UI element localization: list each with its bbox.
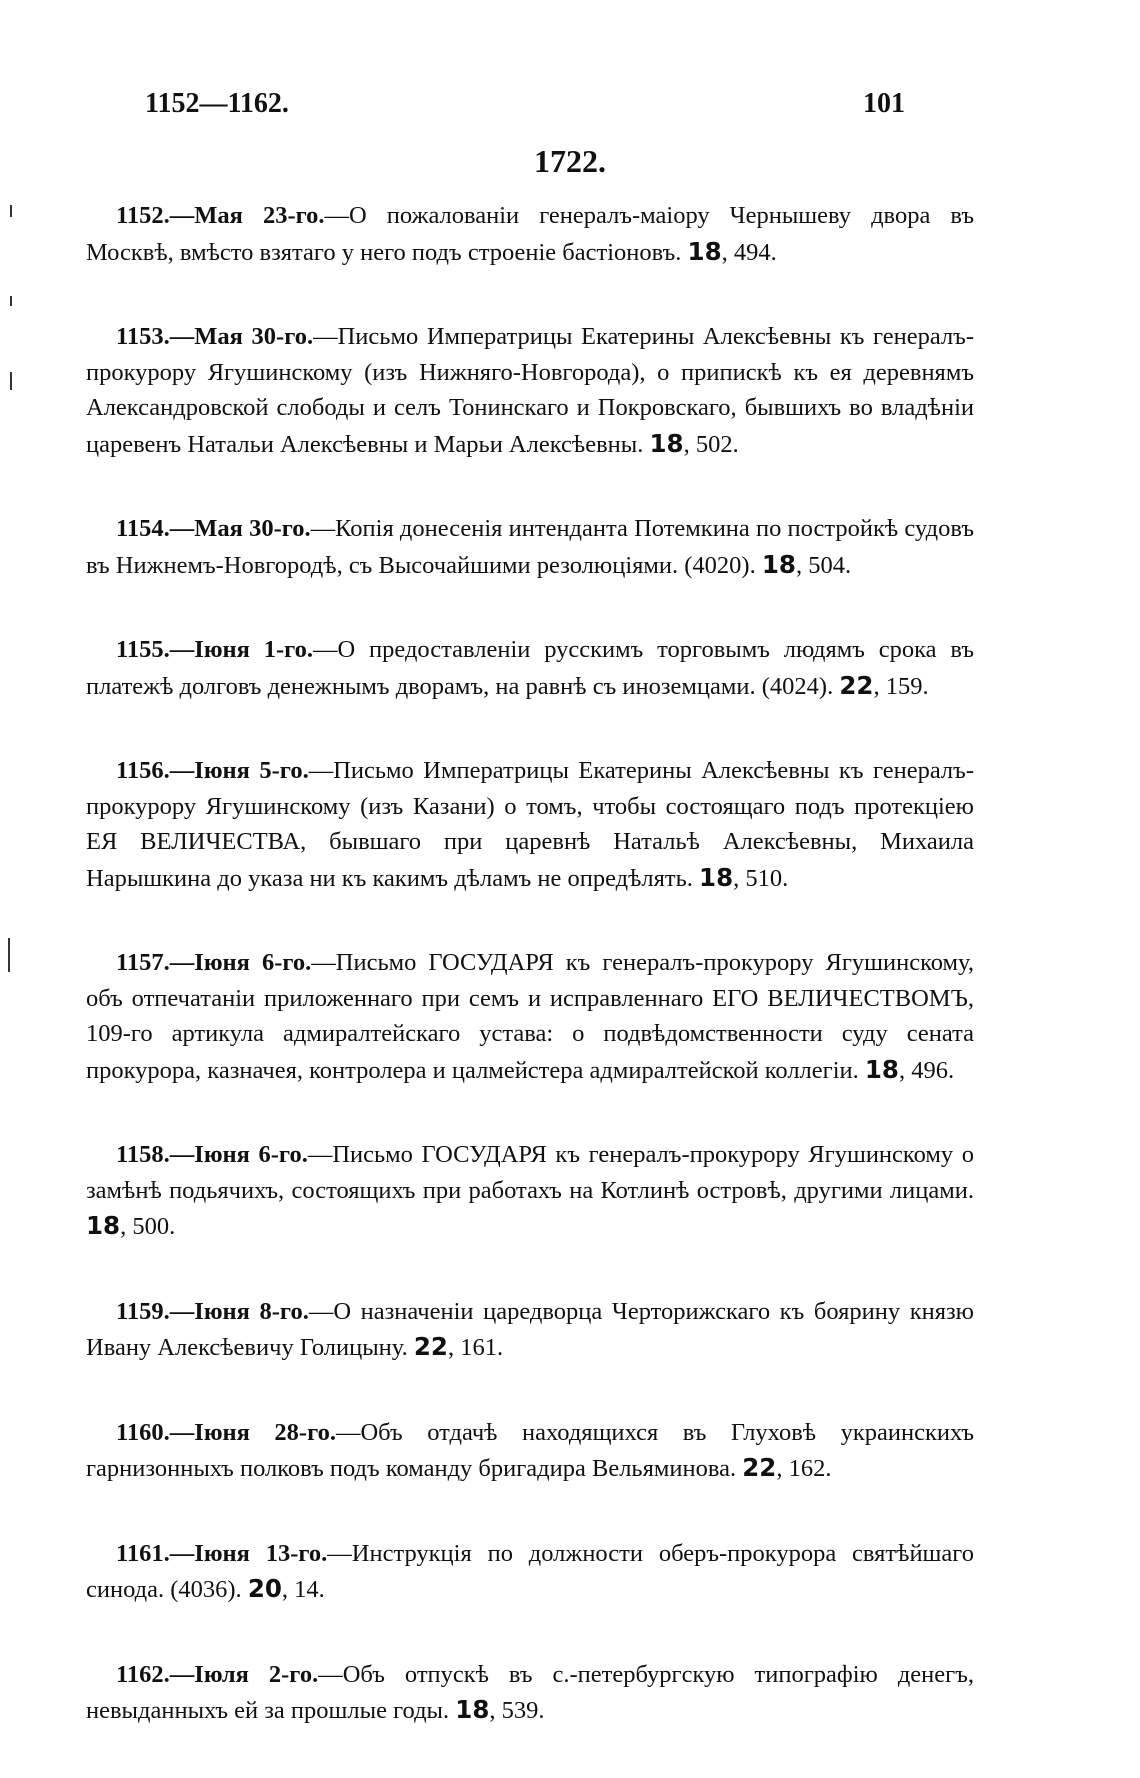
margin-mark [10, 372, 12, 390]
entry-number: 1154. [116, 515, 170, 542]
page-ref: , 159. [873, 672, 929, 700]
page-ref: , 539. [489, 1697, 545, 1724]
running-head [145, 88, 905, 120]
entry-text: —О назначеніи царедворца Черторижскаго къ боярину князю Ивану Алексѣевичу Голицыну. [86, 1297, 974, 1361]
entry-text: —Копія донесенія интенданта Потемкина по постройкѣ судовъ въ Нижнемъ-Новгородѣ, съ Высочайшими резолюціями. (4020). [86, 515, 974, 579]
entry-text: —Объ отпускѣ въ с.-петербургскую типографію денегъ, невыданныхъ ей за прошлые годы. [86, 1660, 974, 1724]
entry-text: —Письмо ГОСУДАРЯ къ генералъ-прокурору Ягушинскому, объ отпечатаніи приложеннаго при семъ и исправленнаго ЕГО ВЕЛИЧЕСТВОМЪ, 109-го артикула адмиралтейскаго устава: о подвѣдомственности суду сената прокурора, казначея, контролера и цалмейстера адмиралтейской коллегіи. [86, 949, 974, 1084]
page-ref: , 162. [776, 1455, 832, 1482]
entry-date: —Іюля 2-го. [169, 1660, 319, 1688]
entry [86, 945, 974, 1088]
entry-date: —Іюня 13-го. [169, 1539, 328, 1567]
entry [86, 1415, 974, 1487]
margin-mark [10, 205, 12, 217]
entry-text: —Письмо Императрицы Екатерины Алексѣевны къ генералъ-прокурору Ягушинскому (изъ Нижняго-Новгорода), о припискѣ къ ея деревнямъ Александровской слободы и селъ Тонинскаго и Покровскаго, бывшихъ во владѣніи царевенъ Натальи Алексѣевны и Марьи Алексѣевны. [86, 323, 974, 458]
margin-mark [10, 296, 12, 306]
entry-number: 1153. [116, 323, 170, 350]
year-heading: 1722. [534, 143, 606, 179]
page-ref: , 504. [795, 551, 852, 579]
entry-number: 1162. [116, 1660, 170, 1688]
entry-text: —Письмо Императрицы Екатерины Алексѣевны къ генералъ-прокурору Ягушинскому (изъ Казани) о томъ, чтобы состоящаго подъ протекціею ЕЯ ВЕЛИЧЕСТВА, бывшаго при царевнѣ Натальѣ Алексѣевны, Михаила Нарышкина до указа ни къ какимъ дѣламъ не опредѣлять. [86, 757, 974, 892]
entry-number: 1161. [116, 1539, 170, 1567]
entry [86, 319, 974, 462]
page-ref: , 502. [683, 430, 739, 458]
page-ref: , 161. [447, 1334, 504, 1361]
volume-ref: 18 [86, 1211, 121, 1240]
entry-number: 1158. [116, 1141, 170, 1168]
entry [86, 753, 974, 896]
entry-date: —Іюня 28-го. [169, 1418, 336, 1446]
entry [86, 1657, 974, 1729]
volume-ref: 22 [413, 1332, 448, 1361]
entry [86, 1137, 974, 1245]
entry-date: —Іюня 5-го. [169, 757, 309, 784]
entry-number: 1157. [116, 949, 170, 976]
page-ref: , 496. [898, 1056, 955, 1084]
volume-ref: 18 [455, 1695, 490, 1724]
entry-date: —Іюня 1-го. [169, 636, 314, 663]
entry-number: 1152. [116, 202, 170, 229]
entry-number: 1159. [116, 1297, 170, 1325]
entry [86, 1536, 974, 1608]
volume-ref: 18 [687, 236, 722, 266]
entry-list [86, 198, 974, 1778]
entry-number: 1155. [116, 636, 170, 663]
volume-ref: 20 [247, 1574, 282, 1603]
entry-date: —Іюня 8-го. [169, 1297, 309, 1325]
entry-text: —О предоставленіи русскимъ торговымъ людямъ срока въ платежѣ долговъ денежнымъ дворамъ, на равнѣ съ иноземцами. (4024). [86, 636, 974, 700]
page-ref: , 494. [721, 238, 777, 266]
entry [86, 198, 974, 270]
entry-number: 1156. [116, 757, 170, 784]
entry-text: —Инструкція по должности оберъ-прокурора святѣйшаго синода. (4036). [86, 1539, 974, 1603]
volume-ref: 18 [699, 862, 734, 892]
volume-ref: 22 [742, 1453, 777, 1482]
margin-mark [8, 938, 10, 972]
page-ref: , 500. [120, 1213, 176, 1240]
entry-date: —Іюня 6-го. [169, 1141, 308, 1168]
entry-date: —Мая 30-го. [169, 515, 311, 542]
entry [86, 511, 974, 583]
entry [86, 632, 974, 704]
volume-ref: 18 [864, 1054, 899, 1084]
volume-ref: 22 [839, 670, 874, 700]
entry [86, 1294, 974, 1366]
volume-ref: 18 [649, 428, 684, 458]
page-ref: , 510. [733, 864, 789, 892]
volume-ref: 18 [761, 549, 796, 579]
page-ref: , 14. [281, 1576, 325, 1603]
page-number: 101 [863, 88, 905, 119]
entry-text: —Объ отдачѣ находящихся въ Глуховѣ украинскихъ гарнизонныхъ полковъ подъ команду бригадира Вельяминова. [86, 1418, 974, 1482]
entry-text: —Письмо ГОСУДАРЯ къ генералъ-прокурору Ягушинскому о замѣнѣ подьячихъ, состоящихъ при работахъ на Котлинѣ островѣ, другими лицами. [86, 1141, 974, 1204]
entry-date: —Мая 23-го. [169, 202, 325, 229]
entry-range: 1152—1162. [145, 88, 289, 119]
entry-number: 1160. [116, 1418, 170, 1446]
entry-date: —Іюня 6-го. [169, 949, 312, 976]
entry-text: —О пожалованіи генералъ-маіору Чернышеву двора въ Москвѣ, вмѣсто взятаго у него подъ строеніе бастіоновъ. [86, 202, 974, 266]
entry-date: —Мая 30-го. [169, 323, 314, 350]
